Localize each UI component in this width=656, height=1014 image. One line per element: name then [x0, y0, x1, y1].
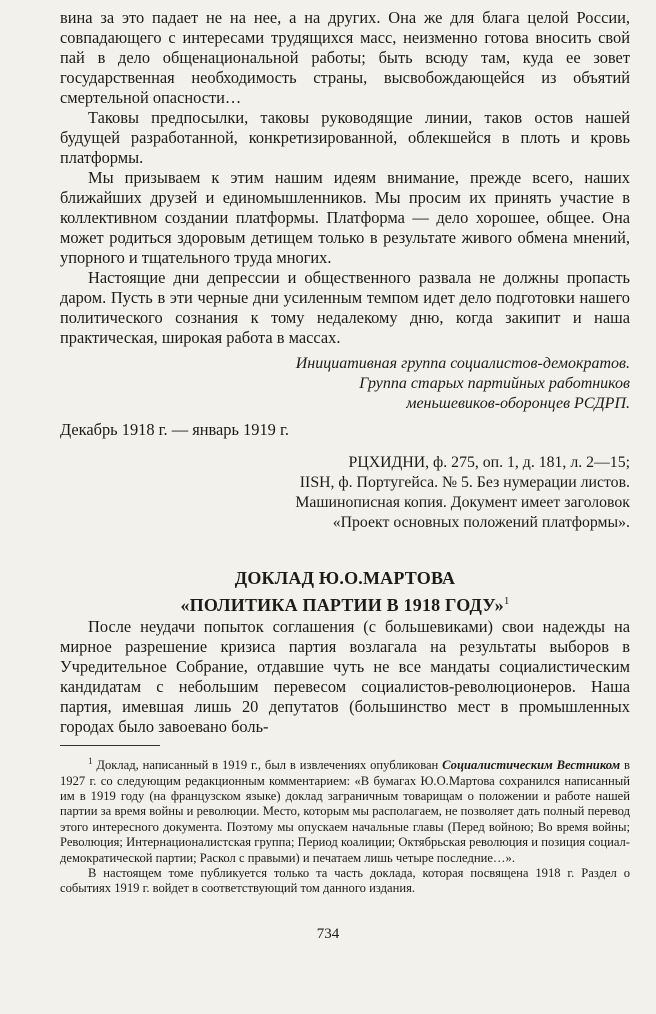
body-text: [60, 8, 630, 897]
signature-line-1: Инициативная группа социалистов-демократов.: [295, 355, 630, 372]
footnote-1-before: Доклад, написанный в 1919 г., был в извлечениях опубликован: [96, 758, 439, 773]
date-line: Декабрь 1918 г. — январь 1919 г.: [60, 420, 289, 439]
main-paragraph: После неудачи попыток соглашения (с большевиками) свои надежды на мирное разрешение кризиса партия возлагала на результаты выборов в Учредительное Собрание, отдавшие чуть не все мандаты социалистическим кандидатам с небольшим перевесом социалистов-революционеров. Наша партия, имевшая лишь 20 депутатов (большинство мест в промышленных городах было завоевано боль-: [60, 617, 630, 736]
archive-line-1: РЦХИДНИ, ф. 275, оп. 1, д. 181, л. 2—15;: [348, 454, 630, 471]
paragraph-2: Таковы предпосылки, таковы руководящие линии, таков остов нашей будущей разработанной, конкретизированной, облекшейся в плоть и кровь платформы.: [60, 108, 630, 167]
footnote-divider: [60, 745, 160, 746]
heading-title: «ПОЛИТИКА ПАРТИИ В 1918 ГОДУ»: [180, 595, 504, 615]
heading-line-2: [60, 590, 630, 617]
footnote-1-number: 1: [88, 756, 93, 766]
signature-block: [60, 354, 630, 414]
footnote-1-after: в 1927 г. со следующим редакционным комментарием: «В бумагах Ю.О.Мартова сохранился написанный им в 1919 году (на французском языке) доклад заграничным товарищам о положении и работе нашей партии за время войны и революции. Место, которым мы располагаем, не позволяет дать полный перевод этого интересного документа. Поэтому мы опускаем начальные главы (Перед войною; Во время войны; Революция; Интернационалистская группа; Период коалиции; Октябрьская революция и позиция социал-демократической партии; Раскол с правыми) и печатаем лишь четыре последние…».: [60, 758, 630, 865]
footnotes: [60, 754, 630, 897]
archive-line-4: «Проект основных положений платформы».: [332, 514, 630, 531]
signature-line-3: меньшевиков-оборонцев РСДРП.: [406, 395, 630, 412]
section-heading: [60, 567, 630, 617]
footnote-2: В настоящем томе публикуется только та часть доклада, которая посвящена 1918 г. Раздел о событиях 1919 г. войдет в соответствующий том данного издания.: [60, 866, 630, 896]
paragraph-3: Мы призываем к этим нашим идеям внимание, прежде всего, наших ближайших друзей и единомышленников. Мы просим их принять участие в коллективном создании платформы. Платформа — дело хорошее, общее. Она может родиться здоровым детищем только в результате живого обмена мнений, упорного и тщательного труда многих.: [60, 168, 630, 267]
signature-line-2: Группа старых партийных работников: [359, 375, 630, 392]
page-number: 734: [316, 926, 340, 942]
paragraph-4: Настоящие дни депрессии и общественного развала не должны пропасть даром. Пусть в эти черные дни усиленным темпом идет дело подготовки нашего политического сознания к тому недалекому дню, когда закипит и наша практическая, широкая работа в массах.: [60, 268, 630, 347]
heading-footnote-mark[interactable]: 1: [503, 595, 510, 607]
archive-line-3: Машинописная копия. Документ имеет заголовок: [295, 494, 630, 511]
archive-line-2: IISH, ф. Португейса. № 5. Без нумерации листов.: [299, 474, 630, 491]
heading-line-1: ДОКЛАД Ю.О.МАРТОВА: [234, 568, 456, 588]
archive-reference: [60, 453, 630, 533]
footnote-1: [60, 754, 630, 866]
paragraph-1: вина за это падает не на нее, а на других. Она же для блага целой России, совпадающего с интересами трудящихся масс, неизменно готова вносить свой пай в дело общенациональной работы; быть всюду там, куда ее зовет государственная необходимость страны, высвобождающейся из объятий смертельной опасности…: [60, 8, 630, 107]
footnote-1-journal: Социалистическим Вестником: [442, 758, 621, 773]
